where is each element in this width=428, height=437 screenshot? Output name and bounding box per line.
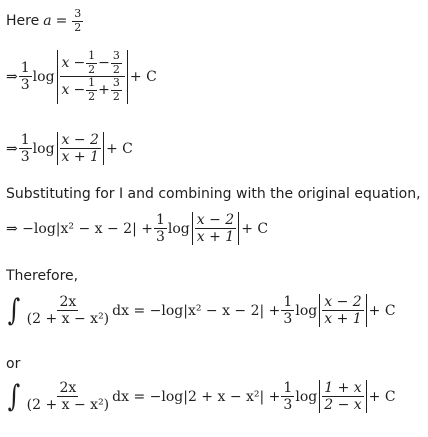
- fraction-one-third: 1 3: [20, 132, 30, 166]
- fraction-one-third: $\frac{1}{3}$: [155, 212, 165, 246]
- line-integral-result-2: [6, 380, 396, 413]
- or-text: or: [6, 356, 21, 372]
- line-here-a: [6, 8, 84, 34]
- absolute-value: x − 2 x + 1: [319, 294, 366, 327]
- plus-c: + C: [241, 220, 269, 237]
- therefore-text: Therefore,: [6, 268, 79, 284]
- log-label: log: [167, 220, 190, 237]
- log-label: log: [295, 302, 318, 319]
- fraction-one-third: $\frac{1}{3}$: [283, 294, 293, 328]
- absolute-value: [57, 50, 128, 104]
- substituting-text: Substituting for I and combining with the original equation,: [6, 186, 421, 202]
- plus-c: + C: [368, 302, 396, 319]
- absolute-value: x − 2 x + 1: [192, 212, 239, 245]
- implies-arrow: ⇒: [6, 68, 18, 85]
- integral-mid: dx = −log|2 + x − x²| +: [112, 388, 281, 405]
- implies-arrow: ⇒: [6, 140, 18, 157]
- absolute-value: x − 2 x + 1: [57, 132, 104, 165]
- integral-sign: ∫: [7, 378, 21, 414]
- plus-c: + C: [368, 388, 396, 405]
- log-label: log: [32, 140, 55, 157]
- plus-c: + C: [105, 140, 133, 157]
- log-label: log: [295, 388, 318, 405]
- line-simplified-log: [6, 132, 133, 165]
- fraction-three-halves: 3 2: [74, 7, 82, 34]
- fraction-one-third: 1 3: [20, 60, 30, 94]
- integral-mid: dx = −log|x² − x − 2| +: [112, 302, 281, 319]
- combined-head: ⇒ −log|x² − x − 2| +: [6, 220, 153, 237]
- var-a: a: [43, 13, 52, 30]
- fraction-one-third: $\frac{1}{3}$: [283, 380, 293, 414]
- integrand-fraction: 2x (2 + x − x²): [26, 380, 110, 414]
- line-combined-expression: [6, 212, 268, 245]
- line-integral-result-1: [6, 294, 396, 327]
- log-label: log: [32, 68, 55, 85]
- line-log-expression: [6, 50, 157, 104]
- big-fraction: x − $\frac{1}{2}$ − $\frac{3}{2}$ x − $\frac{1}{2}$ + $\frac{3}{2}$: [60, 50, 125, 104]
- integrand-fraction: 2x (2 + x − x²): [26, 294, 110, 328]
- here-text: Here: [6, 13, 40, 30]
- absolute-value: 1 + x 2 − x: [319, 380, 366, 413]
- integral-sign: ∫: [7, 292, 21, 328]
- equals-sign: =: [55, 13, 68, 30]
- plus-c: + C: [129, 68, 157, 85]
